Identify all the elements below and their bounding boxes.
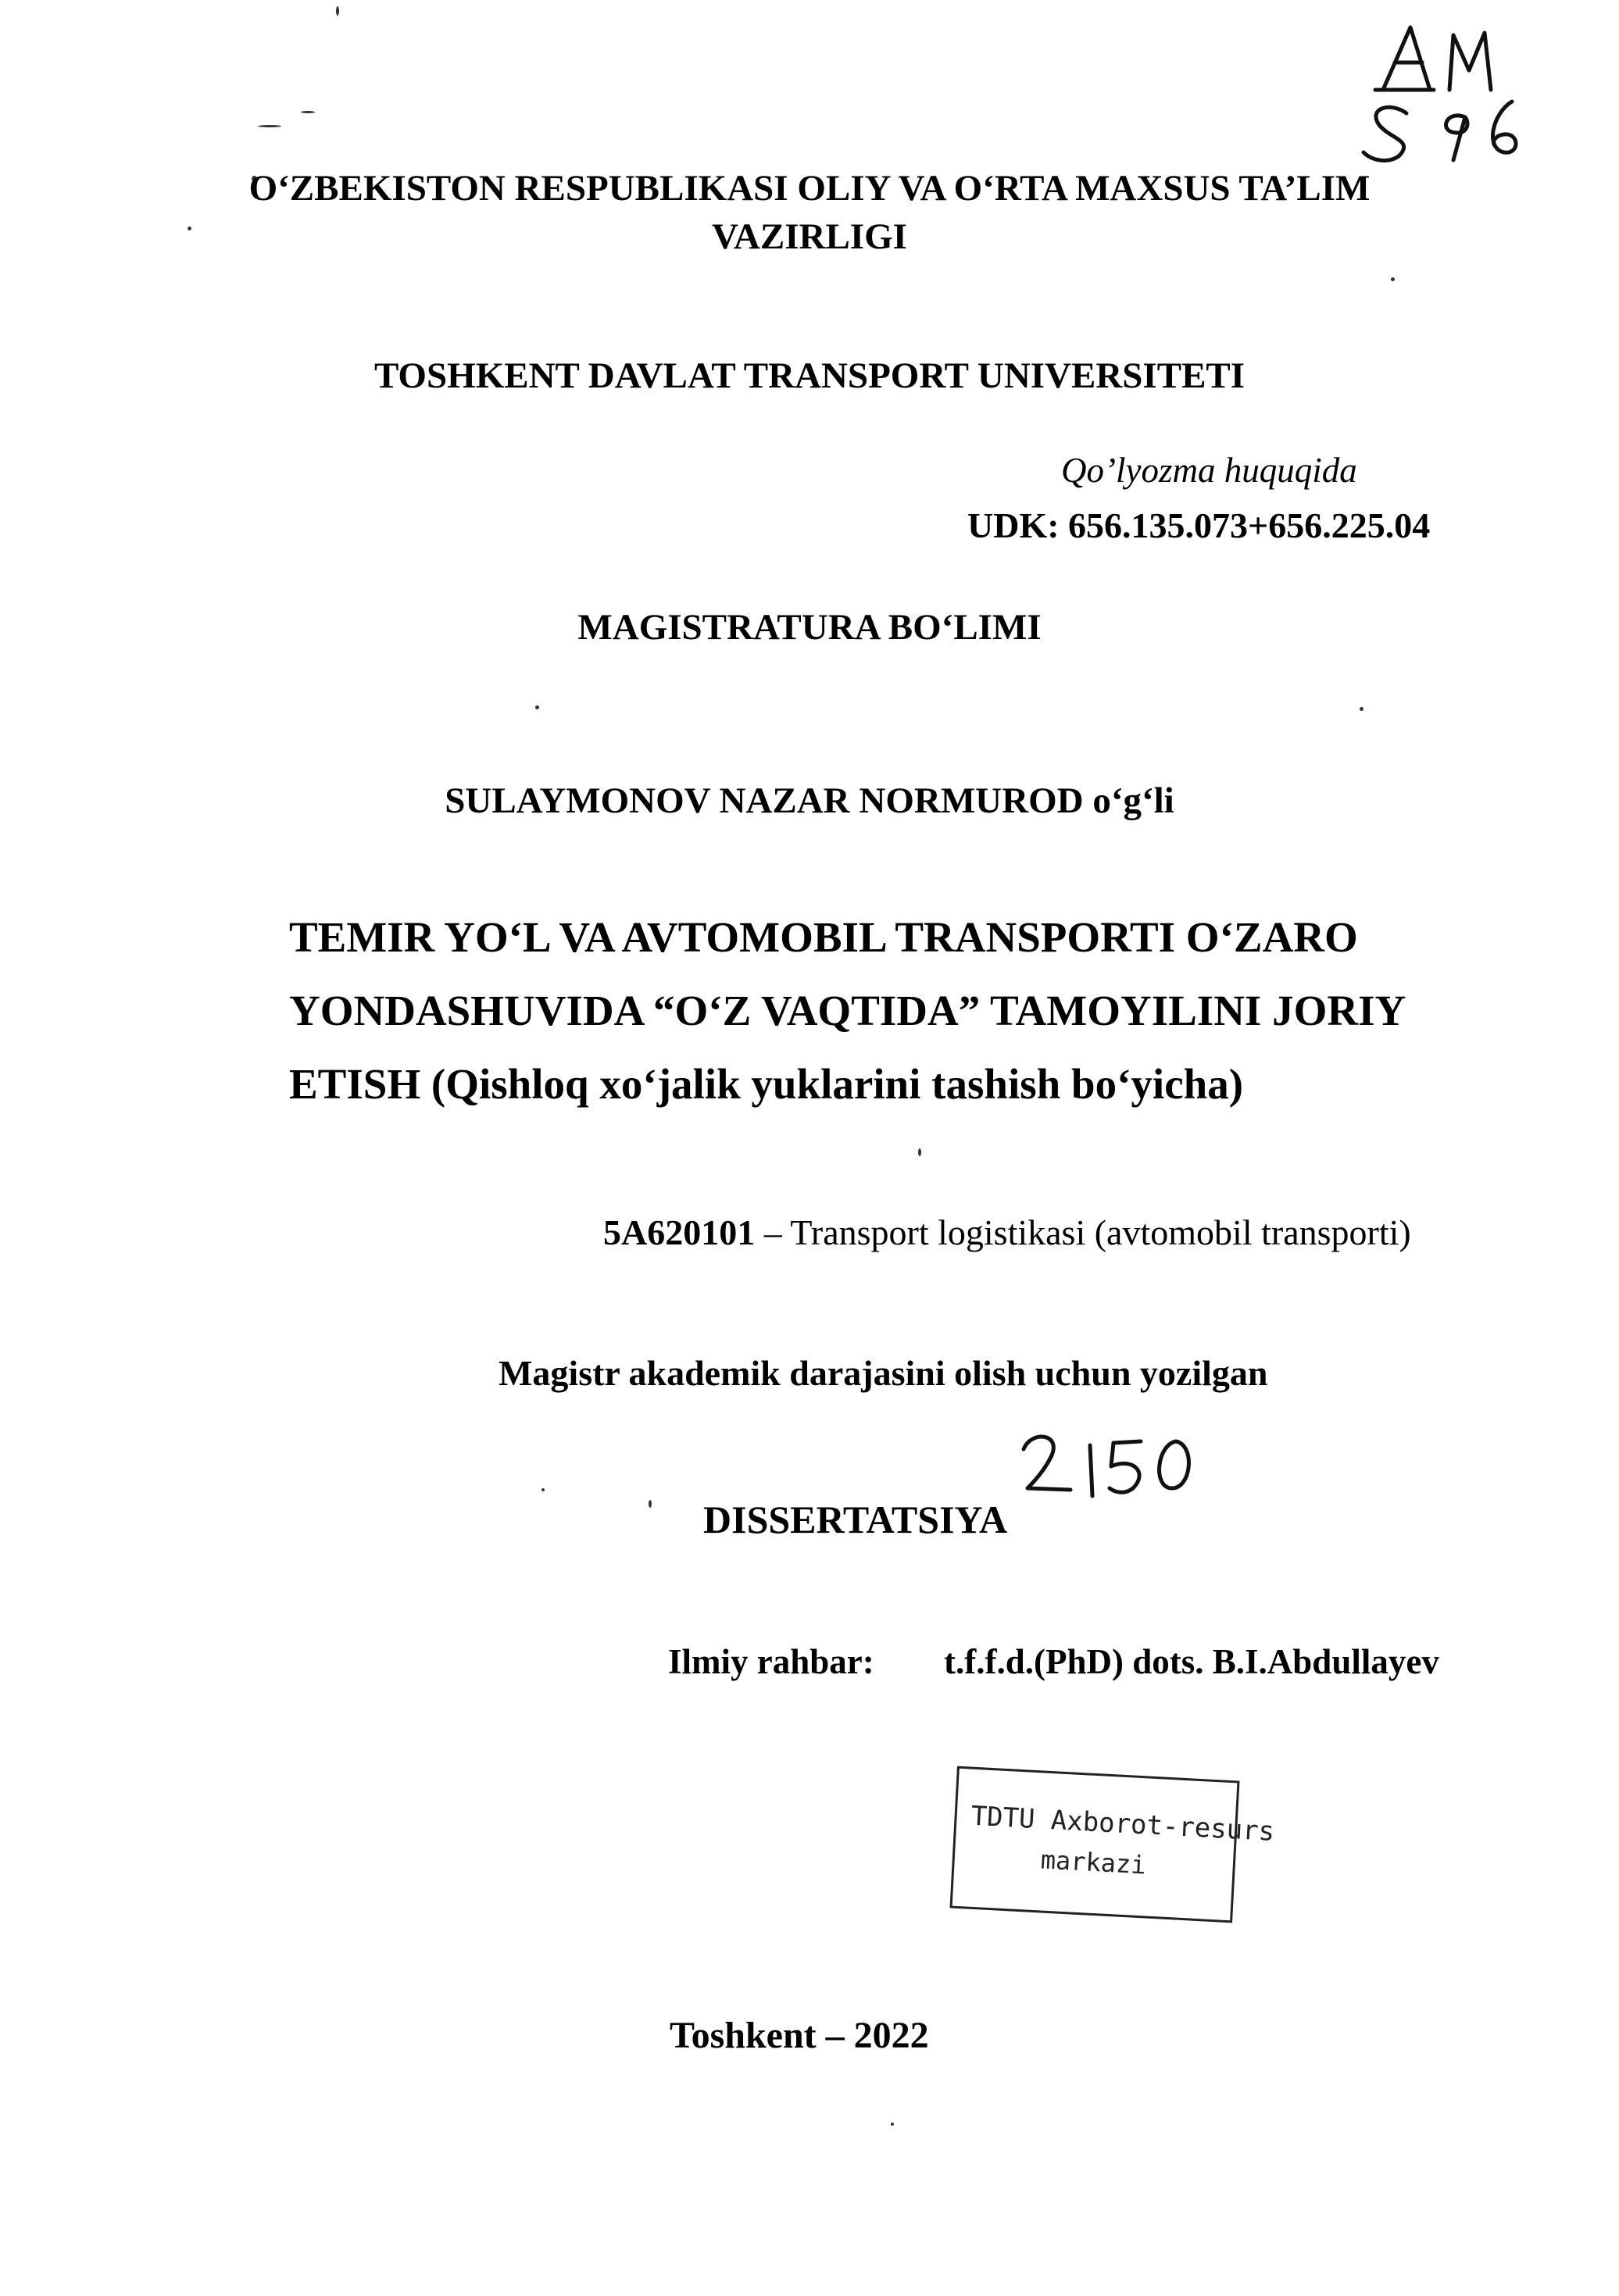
handwritten-corner-code bbox=[1352, 16, 1539, 164]
specialty-code: 5A620101 bbox=[603, 1212, 756, 1252]
supervisor-label: Ilmiy rahbar: bbox=[668, 1642, 874, 1681]
degree-purpose-line: Magistr akademik darajasini olish uchun yozilgan bbox=[499, 1353, 1268, 1393]
udk-code: UDK: 656.135.073+656.225.04 bbox=[967, 505, 1431, 545]
specialty-name: – Transport logistikasi (avtomobil transporti) bbox=[755, 1212, 1411, 1252]
author-name: SULAYMONOV NAZAR NORMUROD o‘g‘li bbox=[445, 780, 1174, 821]
city-year: Toshkent – 2022 bbox=[670, 2015, 929, 2056]
document-type: DISSERTATSIYA bbox=[703, 1498, 1008, 1541]
manuscript-rights-note: Qo’lyozma huquqida bbox=[1061, 451, 1357, 490]
stamp-line-1: TDTU Axborot-resurs bbox=[970, 1800, 1276, 1848]
university-name: TOSHKENT DAVLAT TRANSPORT UNIVERSITETI bbox=[373, 355, 1246, 396]
specialty-line bbox=[603, 1212, 1411, 1252]
stamp-line-2: markazi bbox=[1039, 1844, 1147, 1880]
thesis-title-line-3: ETISH (Qishloq xo‘jalik yuklarini tashish bo‘yicha) bbox=[289, 1060, 1244, 1108]
thesis-title-line-1: TEMIR YO‘L VA AVTOMOBIL TRANSPORTI O‘ZARO bbox=[289, 913, 1358, 961]
thesis-title-line-2: YONDASHUVIDA “O‘Z VAQTIDA” TAMOYILINI JORIY bbox=[289, 987, 1406, 1034]
ministry-line-2: VAZIRLIGI bbox=[712, 216, 907, 257]
department-name: MAGISTRATURA BO‘LIMI bbox=[577, 607, 1042, 648]
library-stamp bbox=[949, 1766, 1276, 1923]
handwritten-inventory-number bbox=[1016, 1418, 1203, 1504]
supervisor-value: t.f.f.d.(PhD) dots. B.I.Abdullayev bbox=[944, 1642, 1439, 1681]
ministry-line-1: O‘ZBEKISTON RESPUBLIKASI OLIY VA O‘RTA MAXSUS TA’LIM bbox=[248, 168, 1371, 209]
